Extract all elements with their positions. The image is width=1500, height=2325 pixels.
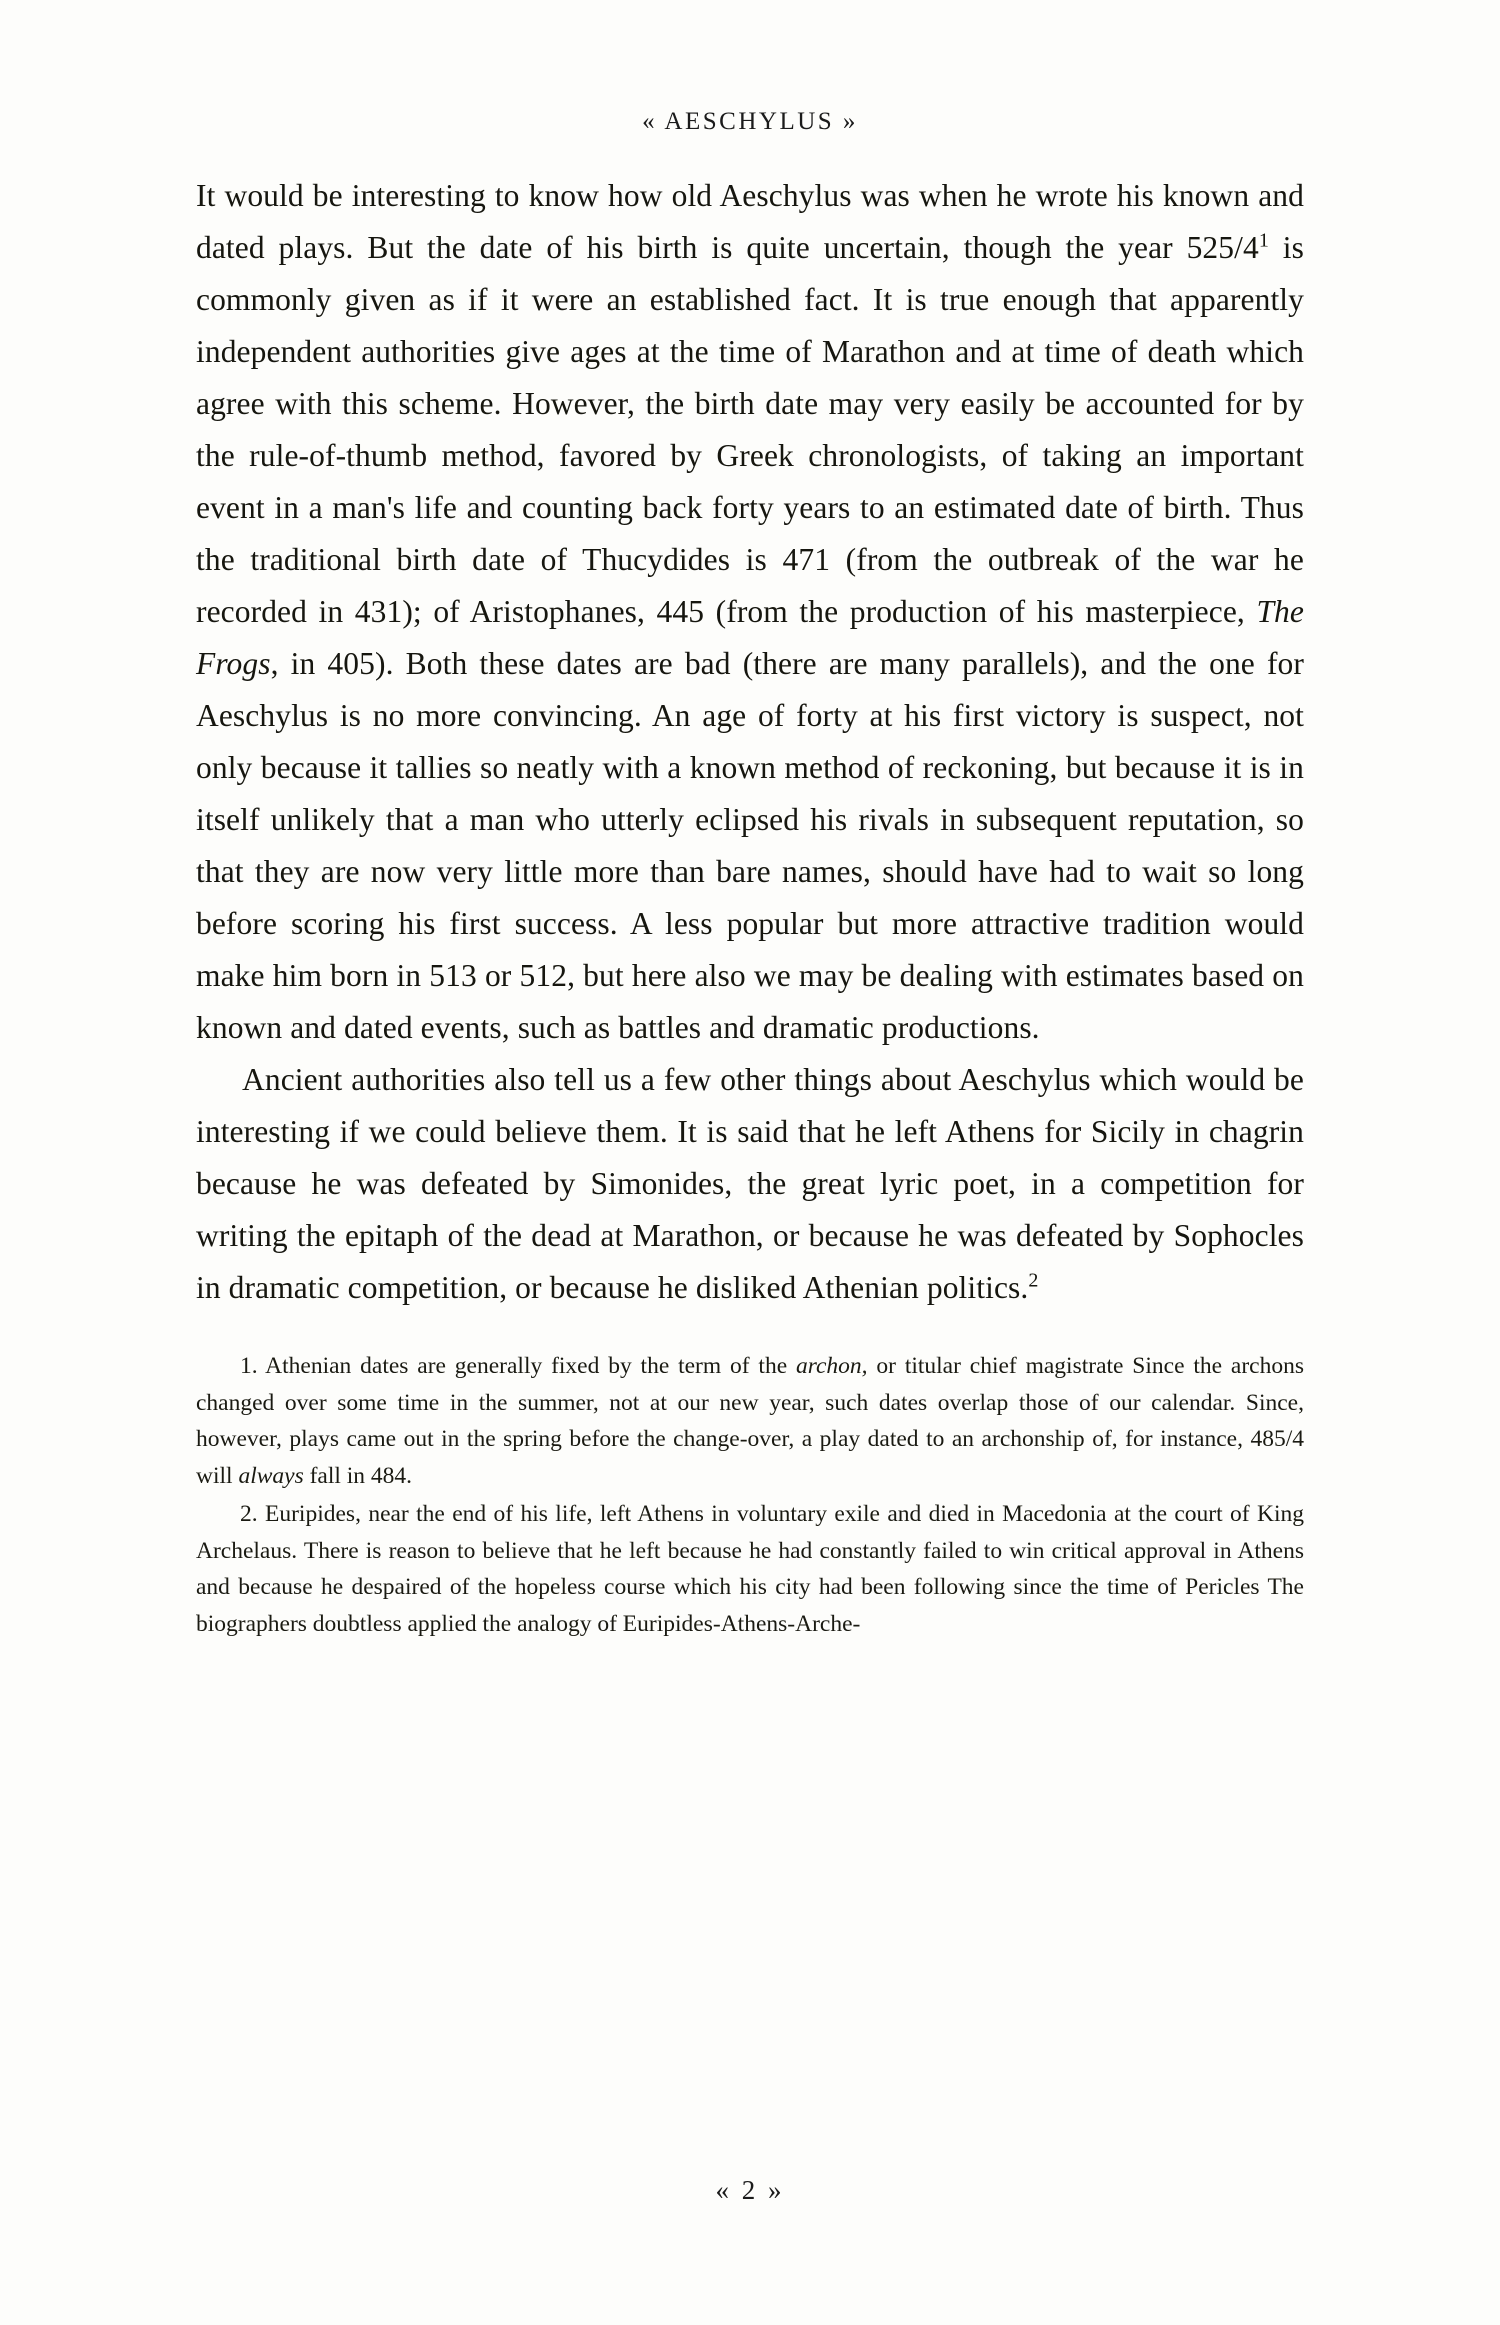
footnote-1-part-2: or titular chief magistrate Since the archons changed over some time in the summer, not at our new year, such dates overlap those of our calendar. Since, however, plays came out in the spring before the change-over, a play dated to an archonship of, for instance, 485/4 will xyxy=(196,1353,1304,1489)
paragraph-2-text-part-1: Ancient authorities also tell us a few other things about Aeschylus which would be interesting if we could believe them. It is said that he left Athens for Sicily in chagrin because he was defeated by Simonides, the great lyric poet, in a competition for writing the epitaph of the dead at Marathon, or because he was defeated by Sophocles in dramatic competition, or because he disliked Athenian politics. xyxy=(196,1062,1304,1305)
footnote-1-number: 1. xyxy=(240,1353,258,1379)
footnote-1-part-3: fall in 484. xyxy=(303,1462,413,1489)
paragraph-1-title-italic: The Frogs xyxy=(196,594,1304,681)
footnote-2-part-1: Euripides, near the end of his life, left Athens in voluntary exile and died in Macedonia at the court of King Archelaus. There is reason to believe that he left because he had constantly failed to win critical approval in Athens and because he despaired of the hopeless course which his city had been following since the time of Pericles The biographers doubtless applied the analogy of Euripides-Athens-Arche- xyxy=(196,1501,1304,1637)
footnote-1 xyxy=(196,1348,1304,1494)
paragraph-1-text-part-3: , in 405). Both these dates are bad (there are many parallels), and the one for Aeschylus is no more convincing. An age of forty at his first victory is suspect, not only because it tallies so neatly with a known method of reckoning, but because it is in itself unlikely that a man who utterly eclipsed his rivals in subsequent reputation, so that they are now very little more than bare names, should have had to wait so long before scoring his first success. A less popular but more attractive tradition would make him born in 513 or 512, but here also we may be dealing with estimates based on known and dated events, such as battles and dramatic productions. xyxy=(196,646,1304,1045)
paragraph-1 xyxy=(196,170,1304,1054)
paragraph-1-text-part-2: is commonly given as if it were an established fact. It is true enough that apparently independent authorities give ages at the time of Marathon and at time of death which agree with this scheme. However, the birth date may very easily be accounted for by the rule-of-thumb method, favored by Greek chronologists, of taking an important event in a man's life and counting back forty years to an estimated date of birth. Thus the traditional birth date of Thucydides is 471 (from the outbreak of the war he recorded in 431); of Aristophanes, 445 (from the production of his masterpiece, xyxy=(196,230,1304,629)
body-text xyxy=(196,170,1304,1314)
footnote-2-number: 2. xyxy=(240,1501,258,1527)
paragraph-2 xyxy=(196,1054,1304,1314)
page-number: « 2 » xyxy=(715,2175,785,2205)
running-head: « AESCHYLUS » xyxy=(642,108,858,135)
footnote-ref-1[interactable]: 1 xyxy=(1258,229,1269,252)
footnote-2 xyxy=(196,1496,1304,1642)
footnote-1-italic-always: always xyxy=(238,1462,304,1489)
footnote-1-italic-archon: archon, xyxy=(795,1353,868,1379)
footnote-ref-2[interactable]: 2 xyxy=(1028,1269,1039,1292)
page-content xyxy=(196,108,1304,1642)
paragraph-1-text-part-1: It would be interesting to know how old Aeschylus was when he wrote his known and dated plays. But the date of his birth is quite uncertain, though the year 525/4 xyxy=(196,178,1304,265)
footnote-1-part-1: Athenian dates are generally fixed by the term of the xyxy=(257,1353,796,1379)
footnotes-section xyxy=(196,1348,1304,1642)
